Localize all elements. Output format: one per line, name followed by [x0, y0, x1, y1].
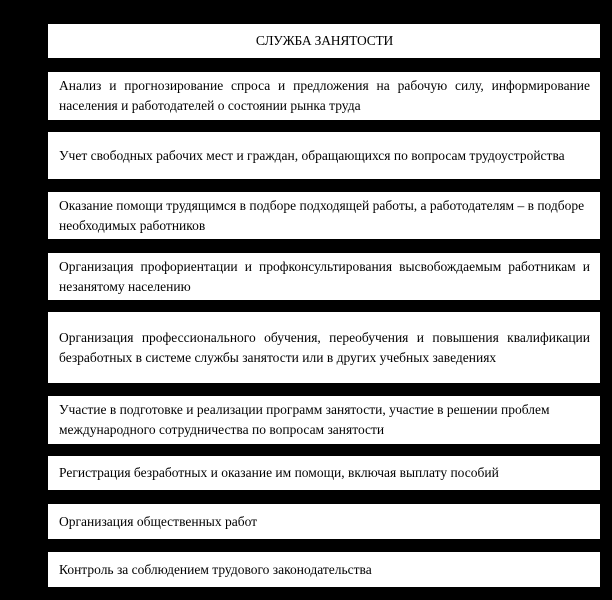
function-label: Контроль за соблюдением трудового законодательства	[59, 561, 372, 577]
function-label: Организация общественных работ	[59, 513, 258, 529]
diagram-title-box	[48, 24, 600, 58]
function-box-job-matching	[48, 192, 600, 239]
function-box-analysis	[48, 72, 600, 120]
function-box-employment-programs	[48, 396, 600, 444]
function-box-public-works	[48, 504, 600, 539]
function-box-registration-vacancies	[48, 132, 600, 179]
function-label: Учет свободных рабочих мест и граждан, обращающихся по вопросам трудоустройства	[59, 147, 565, 163]
function-label: Анализ и прогнозирование спроса и предложения на рабочую силу, информирование населения и работодателей о состоянии рынка труда	[59, 78, 590, 113]
function-label: Организация профориентации и профконсультирования высвобождаемым работникам и незанятому населению	[59, 258, 590, 294]
function-label: Участие в подготовке и реализации программ занятости, участие в решении проблем международного сотрудничества по вопросам занятости	[59, 402, 550, 437]
function-label: Регистрация безработных и оказание им помощи, включая выплату пособий	[59, 465, 499, 480]
diagram-title: СЛУЖБА ЗАНЯТОСТИ	[255, 33, 394, 48]
function-label: Организация профессионального обучения, переобучения и повышения квалификации безработных в системе службы занятости или в других учебных заведениях	[59, 329, 590, 365]
function-box-labor-law-control	[48, 552, 600, 587]
function-box-career-guidance	[48, 253, 600, 300]
function-box-unemployed-registration	[48, 456, 600, 490]
function-box-training	[48, 312, 600, 383]
function-label: Оказание помощи трудящимся в подборе подходящей работы, а работодателям – в подборе необходимых работников	[59, 197, 585, 233]
